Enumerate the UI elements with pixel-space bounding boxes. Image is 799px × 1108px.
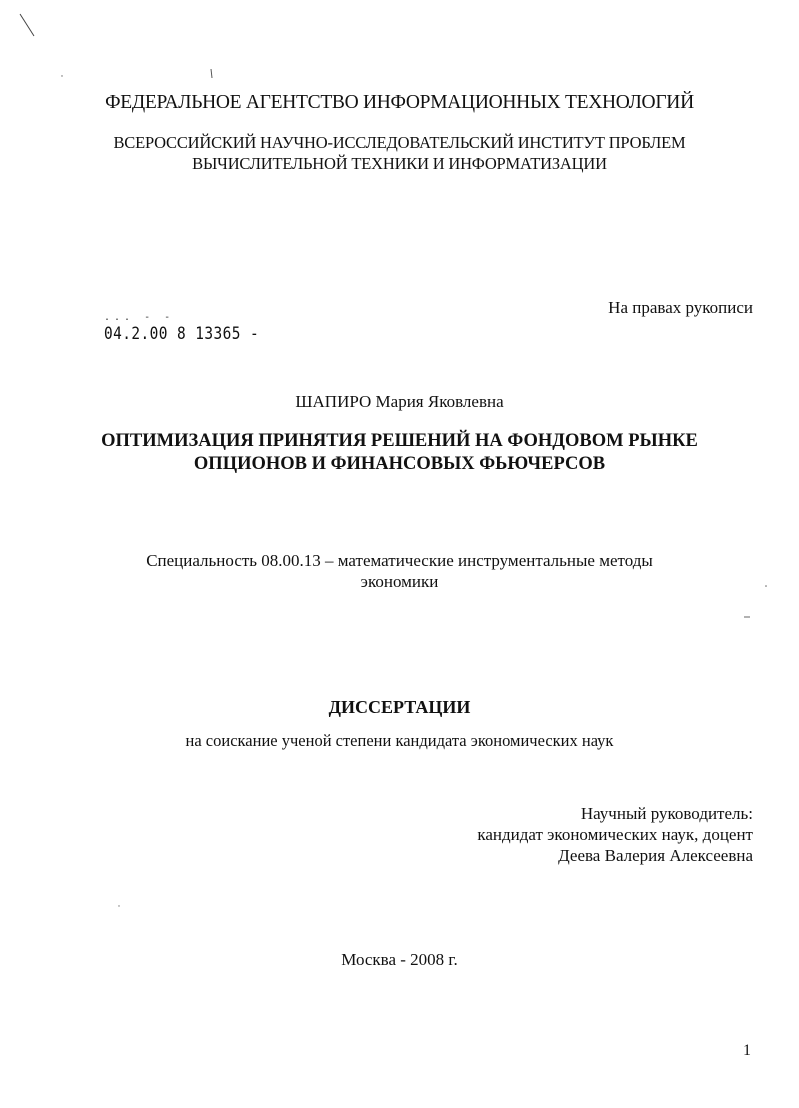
- document-type: ДИССЕРТАЦИИ: [328, 697, 471, 717]
- institute-line-2: ВЫЧИСЛИТЕЛЬНОЙ ТЕХНИКИ И ИНФОРМАТИЗАЦИИ: [192, 154, 607, 173]
- specialty-line-2: экономики: [360, 572, 439, 591]
- page-number: 1: [743, 1042, 751, 1059]
- supervisor-label: Научный руководитель:: [580, 804, 753, 823]
- author-name: ШАПИРО Мария Яковлевна: [295, 392, 504, 411]
- agency-heading: ФЕДЕРАЛЬНОЕ АГЕНТСТВО ИНФОРМАЦИОННЫХ ТЕХНОЛОГИЙ: [105, 92, 694, 113]
- scan-stroke: [211, 69, 212, 78]
- manuscript-note: На правах рукописи: [608, 298, 753, 317]
- title-line-1: ОПТИМИЗАЦИЯ ПРИНЯТИЯ РЕШЕНИЙ НА ФОНДОВОМ РЫНКЕ: [101, 431, 698, 451]
- institute-heading: [0, 132, 799, 174]
- stamp-marks: ... - -: [104, 312, 175, 323]
- supervisor-degree: кандидат экономических наук, доцент: [477, 825, 753, 844]
- scan-speck: [118, 905, 119, 906]
- supervisor-name: Деева Валерия Алексеевна: [558, 846, 753, 865]
- degree-line: на соискание ученой степени кандидата экономических наук: [185, 731, 614, 750]
- specialty: [0, 550, 799, 592]
- title-line-2: ОПЦИОНОВ И ФИНАНСОВЫХ ФЬЮЧЕРСОВ: [193, 454, 606, 474]
- dissertation-title: [0, 430, 799, 476]
- supervisor-block: [477, 803, 753, 866]
- specialty-line-1: Специальность 08.00.13 – математические инструментальные методы: [146, 551, 653, 570]
- registration-stamp: 04.2.00 8 13365 -: [104, 324, 260, 344]
- institute-line-1: ВСЕРОССИЙСКИЙ НАУЧНО-ИССЛЕДОВАТЕЛЬСКИЙ ИНСТИТУТ ПРОБЛЕМ: [113, 133, 686, 152]
- scan-speck: [61, 75, 62, 76]
- scan-stroke: [20, 14, 34, 36]
- city-year: Москва - 2008 г.: [341, 950, 458, 969]
